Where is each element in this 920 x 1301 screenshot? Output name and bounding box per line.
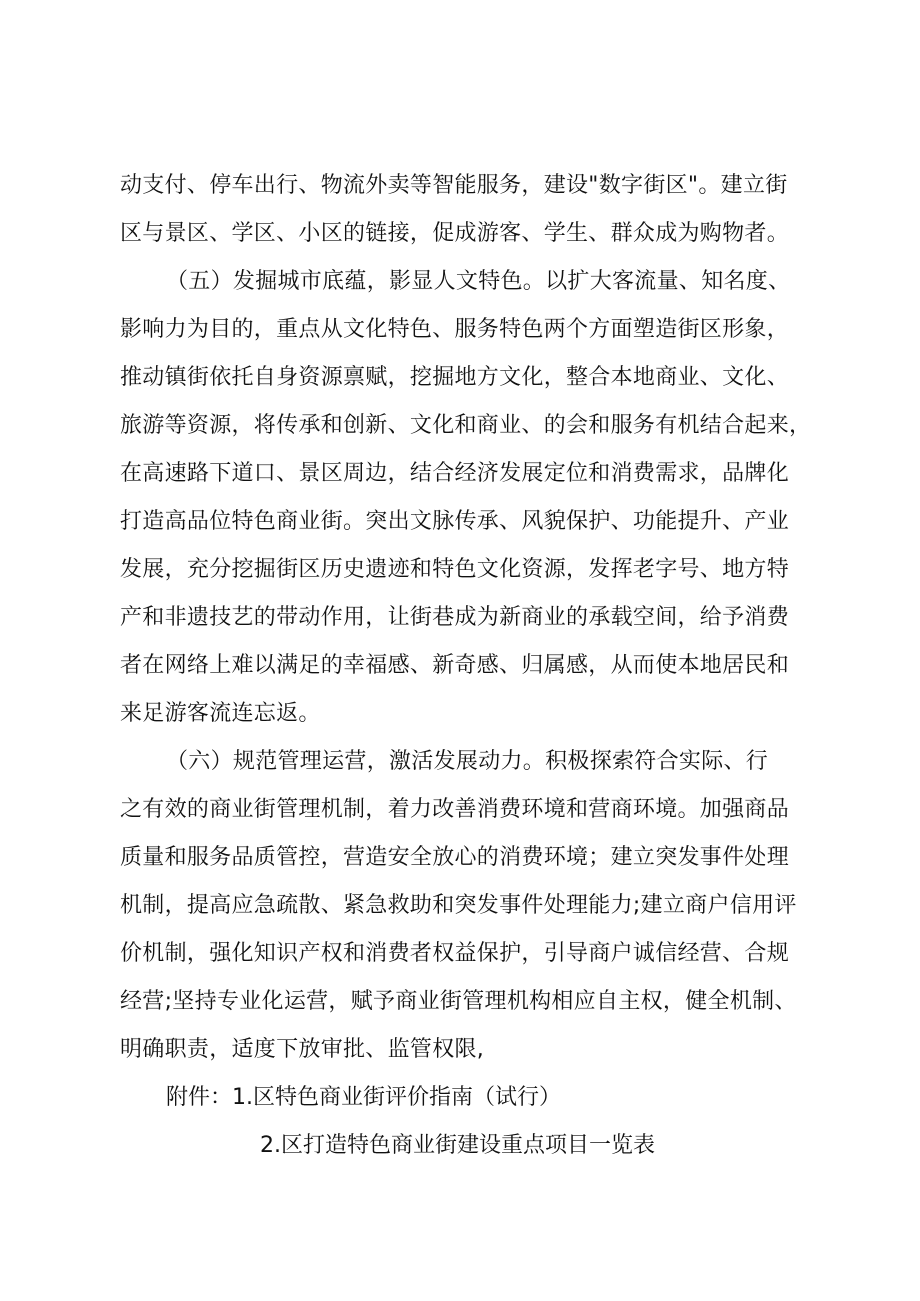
appendix-item-1: 1.区特色商业街评价指南（试行） — [232, 1085, 562, 1110]
appendix-label: 附件： — [166, 1085, 233, 1110]
paragraph-3-line-3: 质量和服务品质管控，营造安全放心的消费环境；建立突发事件处理 — [120, 845, 790, 870]
paragraph-3-line-7: 明确职责，适度下放审批、监管权限, — [120, 1037, 485, 1062]
paragraph-2-line-3: 推动镇街依托自身资源禀赋，挖掘地方文化，整合本地商业、文化、 — [120, 365, 790, 390]
paragraph-3-line-6: 经营;坚持专业化运营，赋予商业街管理机构相应自主权，健全机制、 — [120, 989, 797, 1014]
paragraph-2-line-8: 产和非遗技艺的带动作用，让街巷成为新商业的承载空间，给予消费 — [120, 605, 790, 630]
paragraph-1-line-1: 动支付、停车出行、物流外卖等智能服务，建设"数字街区"。建立街 — [120, 173, 788, 198]
paragraph-2-line-6: 打造高品位特色商业街。突出文脉传承、风貌保护、功能提升、产业 — [120, 509, 790, 534]
appendix-line-1 — [166, 1083, 561, 1113]
paragraph-2-line-2: 影响力为目的，重点从文化特色、服务特色两个方面塑造街区形象， — [120, 317, 790, 342]
paragraph-2-line-1: （五）发掘城市底蕴，影显人文特色。以扩大客流量、知名度、 — [166, 269, 791, 294]
paragraph-2-line-10: 来足游客流连忘返。 — [120, 701, 321, 726]
paragraph-3-line-1: （六）规范管理运营，激活发展动力。积极探索符合实际、行 — [166, 749, 769, 774]
appendix-item-2: 2.区打造特色商业街建设重点项目一览表 — [260, 1133, 655, 1158]
appendix-line-2 — [260, 1131, 655, 1161]
paragraph-3-line-4: 机制，提高应急疏散、紧急救助和突发事件处理能力;建立商户信用评 — [120, 893, 797, 918]
paragraph-1-line-2: 区与景区、学区、小区的链接，促成游客、学生、群众成为购物者。 — [120, 221, 790, 246]
paragraph-3-line-2: 之有效的商业街管理机制，着力改善消费环境和营商环境。加强商品 — [120, 797, 790, 822]
paragraph-2-line-9: 者在网络上难以满足的幸福感、新奇感、归属感，从而使本地居民和 — [120, 653, 790, 678]
paragraph-2-line-4: 旅游等资源，将传承和创新、文化和商业、的会和服务有机结合起来， — [120, 413, 812, 438]
paragraph-2-line-5: 在高速路下道口、景区周边，结合经济发展定位和消费需求，品牌化 — [120, 461, 790, 486]
paragraph-3-line-5: 价机制，强化知识产权和消费者权益保护，引导商户诚信经营、合规 — [120, 941, 790, 966]
paragraph-2-line-7: 发展，充分挖掘街区历史遗迹和特色文化资源，发挥老字号、地方特 — [120, 557, 790, 582]
